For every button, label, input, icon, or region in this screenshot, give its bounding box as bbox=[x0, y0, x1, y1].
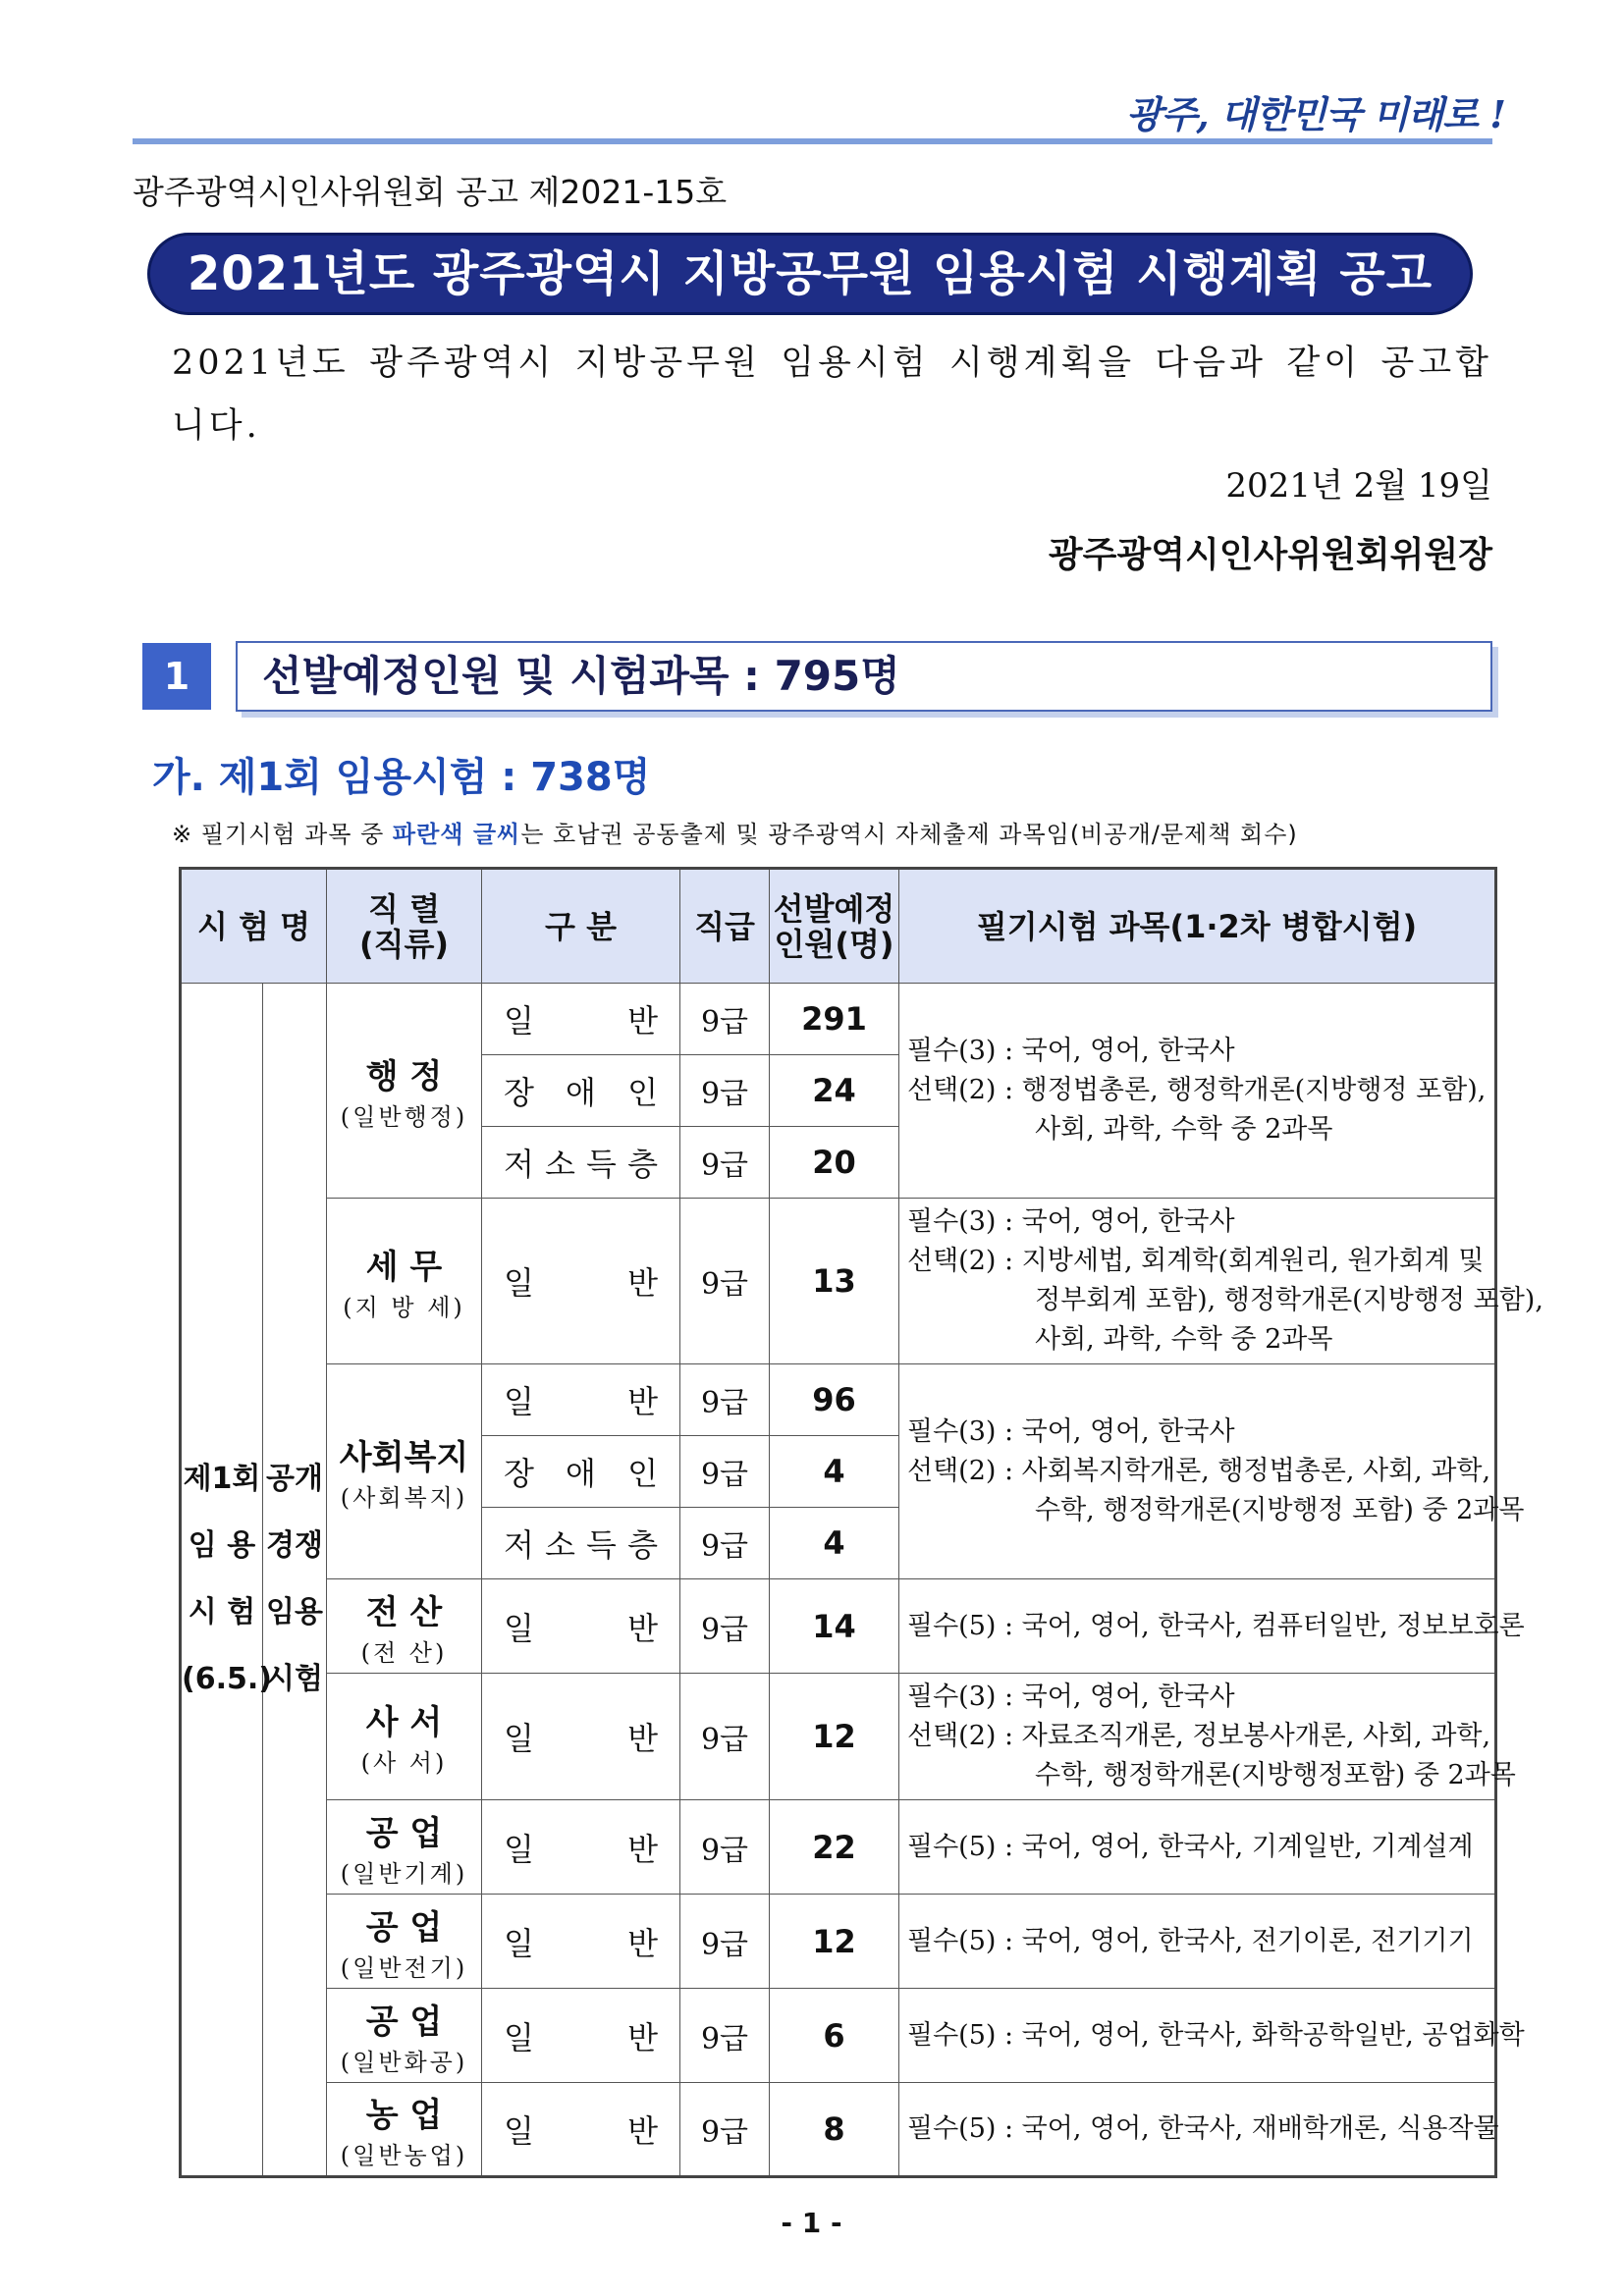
series-name: 전 산 bbox=[365, 1592, 443, 1632]
series-name: 농 업 bbox=[365, 2096, 443, 2135]
note-highlight: 파란색 글씨 bbox=[392, 821, 521, 848]
subject-line: 필수(5) : 국어, 영어, 한국사, 기계일반, 기계설계 bbox=[907, 1831, 1474, 1862]
series-cell bbox=[327, 1989, 482, 2083]
table-row bbox=[181, 2083, 1496, 2177]
division-cell: 장 애 인 bbox=[482, 1055, 680, 1127]
count-cell: 14 bbox=[770, 1579, 899, 1674]
exam-table bbox=[179, 867, 1543, 2178]
exam-type-label: 공개 경쟁 임용 시험 bbox=[263, 984, 327, 2177]
count-cell: 20 bbox=[770, 1127, 899, 1199]
series-cell bbox=[327, 1199, 482, 1364]
count-cell: 12 bbox=[770, 1895, 899, 1989]
table-row bbox=[181, 1800, 1496, 1895]
grade-cell: 9급 bbox=[680, 1989, 770, 2083]
count-cell: 96 bbox=[770, 1364, 899, 1436]
grade-cell: 9급 bbox=[680, 1055, 770, 1127]
subject-line: 필수(5) : 국어, 영어, 한국사, 컴퓨터일반, 정보보호론 bbox=[907, 1610, 1525, 1641]
series-cell bbox=[327, 1895, 482, 1989]
subject-line: 수학, 행정학개론(지방행정 포함) 중 2과목 bbox=[1035, 1495, 1525, 1525]
subjects-cell bbox=[899, 1364, 1525, 1579]
series-name: 공 업 bbox=[365, 1907, 443, 1948]
subjects-cell bbox=[899, 1895, 1496, 1989]
subject-line: 선택(2) : 지방세법, 회계학(회계원리, 원가회계 및 bbox=[907, 1246, 1485, 1276]
table-row bbox=[181, 1989, 1496, 2083]
slogan-logo: 광주, 대한민국 미래로 ! bbox=[1126, 92, 1505, 136]
series-subtype: (일반행정) bbox=[340, 1103, 468, 1131]
series-name: 사회복지 bbox=[339, 1438, 469, 1477]
series-name: 세 무 bbox=[365, 1248, 443, 1287]
series-cell bbox=[327, 984, 482, 1199]
series-subtype: (전 산) bbox=[360, 1638, 448, 1667]
series-cell bbox=[327, 1800, 482, 1895]
table-header-row bbox=[181, 869, 1496, 984]
subject-line: 필수(5) : 국어, 영어, 한국사, 전기이론, 전기기기 bbox=[907, 1925, 1474, 1956]
note-suffix: 는 호남권 공동출제 및 광주광역시 자체출제 과목임(비공개/문제책 회수) bbox=[520, 821, 1298, 848]
subjects-cell bbox=[899, 1674, 1516, 1800]
subject-line: 필수(5) : 국어, 영어, 한국사, 화학공학일반, 공업화학 bbox=[907, 2019, 1525, 2051]
subject-line: 필수(5) : 국어, 영어, 한국사, 재배학개론, 식용작물 bbox=[907, 2113, 1499, 2144]
subject-line: 사회, 과학, 수학 중 2과목 bbox=[1035, 1114, 1333, 1145]
count-cell: 291 bbox=[770, 984, 899, 1055]
series-subtype: (일반기계) bbox=[340, 1859, 468, 1888]
series-name: 공 업 bbox=[365, 1813, 443, 1853]
grade-cell: 9급 bbox=[680, 1127, 770, 1199]
series-cell bbox=[327, 1579, 482, 1674]
grade-cell: 9급 bbox=[680, 1436, 770, 1508]
subjects-cell bbox=[899, 1800, 1496, 1895]
header-grade: 직급 bbox=[680, 869, 770, 984]
exam-round-label: 제1회 임 용 시 험 (6.5.) bbox=[181, 984, 263, 2177]
series-name: 사 서 bbox=[365, 1703, 443, 1742]
division-cell: 저 소 득 층 bbox=[482, 1127, 680, 1199]
subject-line: 수학, 행정학개론(지방행정포함) 중 2과목 bbox=[1035, 1760, 1516, 1790]
division-cell: 일 반 bbox=[482, 1800, 680, 1895]
division-cell: 일 반 bbox=[482, 1895, 680, 1989]
division-cell: 일 반 bbox=[482, 2083, 680, 2177]
grade-cell: 9급 bbox=[680, 1508, 770, 1579]
subject-line: 필수(3) : 국어, 영어, 한국사 bbox=[907, 1036, 1235, 1066]
division-cell: 일 반 bbox=[482, 984, 680, 1055]
division-cell: 저 소 득 층 bbox=[482, 1508, 680, 1579]
series-cell bbox=[327, 1674, 482, 1800]
division-cell: 일 반 bbox=[482, 1199, 680, 1364]
count-cell: 4 bbox=[770, 1436, 899, 1508]
header-series: 직 렬 (직류) bbox=[327, 869, 482, 984]
subject-line: 필수(3) : 국어, 영어, 한국사 bbox=[907, 1206, 1235, 1237]
subjects-cell bbox=[899, 984, 1496, 1199]
subject-line: 정부회계 포함), 행정학개론(지방행정 포함), bbox=[1035, 1285, 1543, 1315]
intro-text: 2021년도 광주광역시 지방공무원 임용시험 시행계획을 다음과 같이 공고합니다. bbox=[172, 344, 1492, 446]
series-subtype: (사회복지) bbox=[340, 1484, 468, 1512]
header-exam-name: 시 험 명 bbox=[181, 869, 327, 984]
grade-cell: 9급 bbox=[680, 1800, 770, 1895]
subject-line: 필수(3) : 국어, 영어, 한국사 bbox=[907, 1416, 1235, 1447]
section-number: 1 bbox=[142, 643, 211, 710]
count-cell: 12 bbox=[770, 1674, 899, 1800]
document-title: 2021년도 광주광역시 지방공무원 임용시험 시행계획 공고 bbox=[147, 233, 1473, 315]
table-row bbox=[181, 1895, 1496, 1989]
subject-line: 사회, 과학, 수학 중 2과목 bbox=[1035, 1324, 1333, 1355]
section-title-box bbox=[236, 641, 1492, 712]
header-division: 구 분 bbox=[482, 869, 680, 984]
note bbox=[172, 815, 1298, 849]
signer: 광주광역시인사위원회위원장 bbox=[1048, 535, 1492, 575]
grade-cell: 9급 bbox=[680, 1579, 770, 1674]
series-cell bbox=[327, 1364, 482, 1579]
grade-cell: 9급 bbox=[680, 1895, 770, 1989]
series-subtype: (일반전기) bbox=[340, 1953, 468, 1982]
count-cell: 6 bbox=[770, 1989, 899, 2083]
subjects-cell bbox=[899, 2083, 1499, 2177]
division-cell: 장 애 인 bbox=[482, 1436, 680, 1508]
table-row bbox=[181, 984, 1496, 1055]
grade-cell: 9급 bbox=[680, 2083, 770, 2177]
series-name: 공 업 bbox=[365, 2002, 443, 2042]
division-cell: 일 반 bbox=[482, 1364, 680, 1436]
section-title: 선발예정인원 및 시험과목 : 795명 bbox=[262, 652, 900, 700]
header-divider bbox=[133, 138, 1492, 144]
table-row bbox=[181, 1199, 1496, 1364]
count-cell: 24 bbox=[770, 1055, 899, 1127]
subject-line: 선택(2) : 자료조직개론, 정보봉사개론, 사회, 과학, bbox=[907, 1721, 1491, 1751]
table-row bbox=[181, 1579, 1496, 1674]
note-prefix: ※ 필기시험 과목 중 bbox=[172, 821, 393, 848]
series-subtype: (일반화공) bbox=[340, 2048, 468, 2076]
page-number: - 1 - bbox=[781, 2207, 842, 2239]
table-row bbox=[181, 1674, 1496, 1800]
grade-cell: 9급 bbox=[680, 1674, 770, 1800]
series-subtype: (일반농업) bbox=[340, 2142, 468, 2169]
grade-cell: 9급 bbox=[680, 1199, 770, 1364]
notice-number: 광주광역시인사위원회 공고 제2021-15호 bbox=[133, 173, 728, 211]
series-subtype: (지 방 세) bbox=[343, 1294, 465, 1321]
division-cell: 일 반 bbox=[482, 1674, 680, 1800]
grade-cell: 9급 bbox=[680, 984, 770, 1055]
series-cell bbox=[327, 2083, 482, 2177]
subheading: 가. 제1회 임용시험 : 738명 bbox=[152, 755, 651, 800]
notice-date: 2021년 2월 19일 bbox=[1225, 466, 1492, 506]
count-cell: 22 bbox=[770, 1800, 899, 1895]
count-cell: 4 bbox=[770, 1508, 899, 1579]
division-cell: 일 반 bbox=[482, 1989, 680, 2083]
count-cell: 13 bbox=[770, 1199, 899, 1364]
count-cell: 8 bbox=[770, 2083, 899, 2177]
subject-line: 선택(2) : 사회복지학개론, 행정법총론, 사회, 과학, bbox=[907, 1456, 1491, 1486]
division-cell: 일 반 bbox=[482, 1579, 680, 1674]
subjects-cell bbox=[899, 1579, 1525, 1674]
header-planned: 선발예정 인원(명) bbox=[770, 869, 899, 984]
header-subjects: 필기시험 과목(1·2차 병합시험) bbox=[899, 869, 1496, 984]
grade-cell: 9급 bbox=[680, 1364, 770, 1436]
series-name: 행 정 bbox=[365, 1057, 443, 1096]
subjects-cell bbox=[899, 1989, 1525, 2083]
subject-line: 필수(3) : 국어, 영어, 한국사 bbox=[907, 1682, 1235, 1712]
series-subtype: (사 서) bbox=[360, 1749, 448, 1777]
table-row bbox=[181, 1364, 1496, 1436]
subject-line: 선택(2) : 행정법총론, 행정학개론(지방행정 포함), bbox=[907, 1075, 1487, 1105]
subjects-cell bbox=[899, 1199, 1543, 1364]
